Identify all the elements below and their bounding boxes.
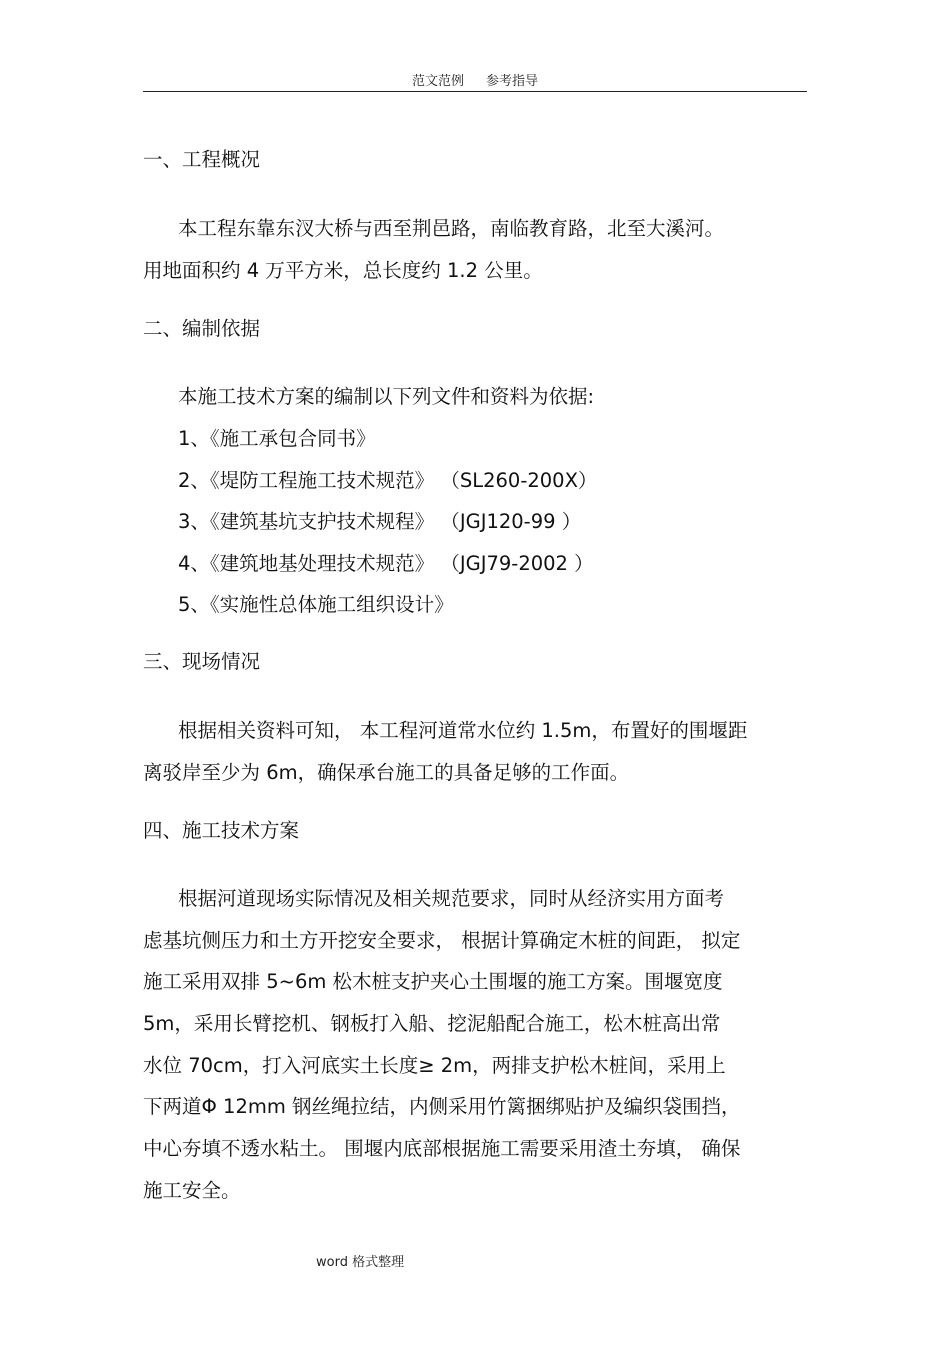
section-3-paragraph-line-2: 离驳岸至少为 6m，确保承台施工的具备足够的工作面。 (143, 761, 630, 784)
section-1-paragraph-line-1: 本工程东靠东汊大桥与西至荆邑路，南临教育路，北至大溪河。 (178, 217, 725, 240)
reference-item-1: 1、《施工承包合同书》 (178, 427, 376, 450)
reference-item-5: 5、《实施性总体施工组织设计》 (178, 593, 454, 616)
section-4-paragraph-line-3: 施工采用双排 5~6m 松木桩支护夹心土围堰的施工方案。围堰宽度 (143, 970, 723, 993)
reference-item-2: 2、《堤防工程施工技术规范》 （SL260-200X） (178, 469, 598, 492)
page-footer: word 格式整理 (316, 1255, 405, 1270)
reference-item-3: 3、《建筑基坑支护技术规程》 （JGJ120-99 ） (178, 510, 582, 533)
section-3-title: 三、现场情况 (143, 650, 261, 673)
section-2-intro: 本施工技术方案的编制以下列文件和资料为依据: (178, 385, 595, 408)
section-4-paragraph-line-2: 虑基坑侧压力和土方开挖安全要求， 根据计算确定木桩的间距， 拟定 (143, 929, 741, 952)
section-1-paragraph-line-2: 用地面积约 4 万平方米，总长度约 1.2 公里。 (143, 259, 543, 282)
section-4-paragraph-line-1: 根据河道现场实际情况及相关规范要求，同时从经济实用方面考 (178, 887, 725, 910)
section-4-paragraph-line-7: 中心夯填不透水粘土。 围堰内底部根据施工需要采用渣土夯填， 确保 (143, 1137, 741, 1160)
header-right-text: 参考指导 (486, 74, 539, 89)
section-1-title: 一、工程概况 (143, 148, 261, 171)
header-divider (143, 91, 807, 92)
section-4-paragraph-line-4: 5m，采用长臂挖机、钢板打入船、挖泥船配合施工，松木桩高出常 (143, 1012, 721, 1035)
page-header (0, 70, 950, 89)
section-4-title: 四、施工技术方案 (143, 819, 300, 842)
section-4-paragraph-line-5: 水位 70cm，打入河底实土长度≥ 2m，两排支护松木桩间，采用上 (143, 1054, 726, 1077)
section-2-title: 二、编制依据 (143, 317, 261, 340)
section-4-paragraph-line-8: 施工安全。 (143, 1179, 241, 1202)
reference-item-4: 4、《建筑地基处理技术规范》 （JGJ79-2002 ） (178, 552, 594, 575)
section-3-paragraph-line-1: 根据相关资料可知， 本工程河道常水位约 1.5m，布置好的围堰距 (178, 719, 748, 742)
header-left-text: 范文范例 (411, 74, 464, 89)
section-4-paragraph-line-6: 下两道Φ 12mm 钢丝绳拉结，内侧采用竹篱捆绑贴护及编织袋围挡， (143, 1095, 741, 1118)
